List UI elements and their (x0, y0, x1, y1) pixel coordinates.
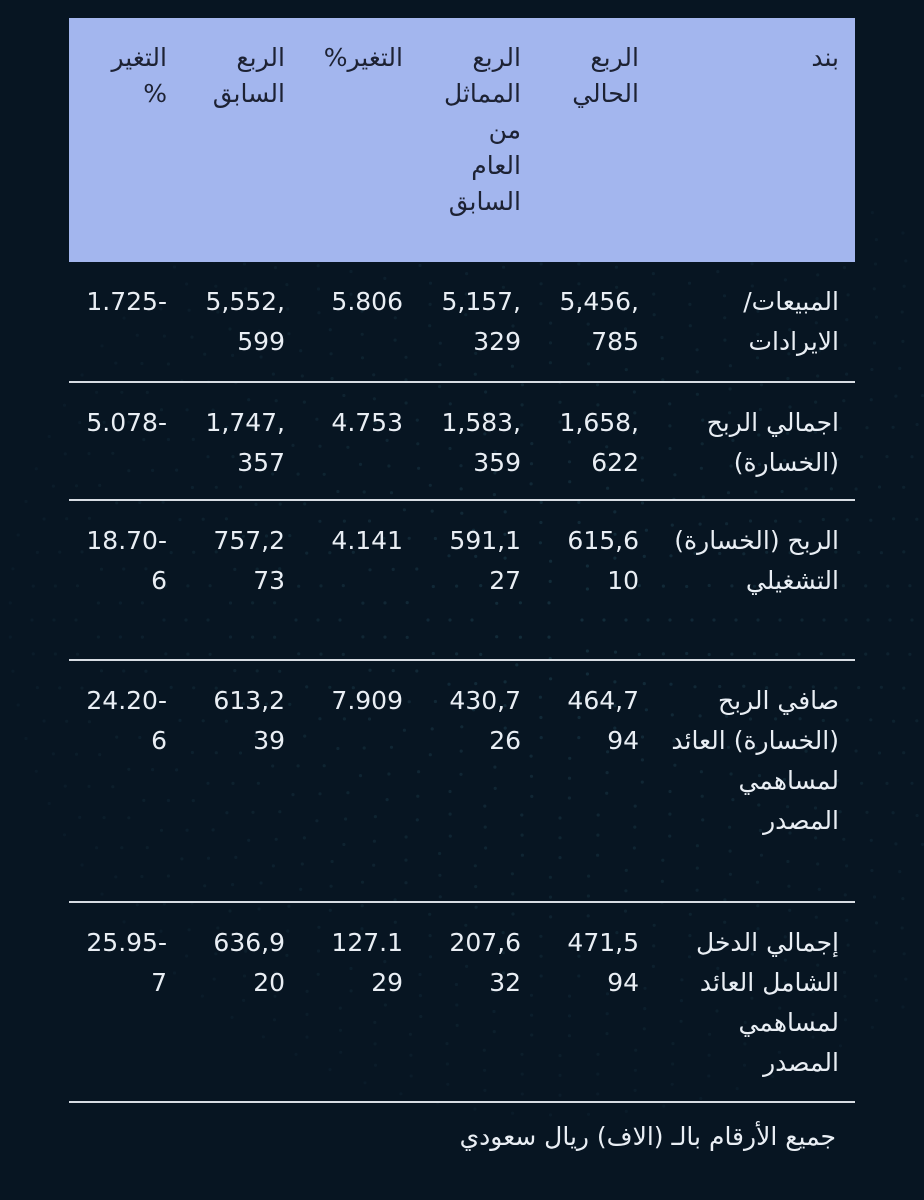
header-change-percent-previous: التغير % (111, 43, 167, 108)
cell-current: 615,610 (537, 500, 655, 660)
cell-previous: 1,747,357 (183, 382, 301, 500)
table-row (69, 262, 855, 382)
cell-change-previous: -1.725 (69, 262, 183, 382)
table-row (69, 660, 855, 902)
header-previous-quarter: الربع السابق (212, 43, 285, 108)
cell-current: 5,456,785 (537, 262, 655, 382)
currency-footnote: جميع الأرقام بالـ (الاف) ريال سعودي (459, 1122, 836, 1151)
financial-results-table (69, 18, 855, 1103)
header-same-quarter-last-year: الربع المماثل من العام السابق (444, 43, 521, 216)
cell-change: 7.909 (301, 660, 419, 902)
cell-change-previous: -5.078 (69, 382, 183, 500)
header-current-quarter: الربع الحالي (572, 43, 639, 108)
row-label: إجمالي الدخل الشامل العائد لمساهمي المصدر (655, 902, 855, 1102)
cell-same-last-year: 430,726 (419, 660, 537, 902)
cell-change: 4.753 (301, 382, 419, 500)
row-label: المبيعات/ الايرادات (655, 262, 855, 382)
cell-previous: 613,239 (183, 660, 301, 902)
header-item: بند (811, 43, 839, 72)
cell-same-last-year: 1,583,359 (419, 382, 537, 500)
cell-change: 5.806 (301, 262, 419, 382)
cell-previous: 636,920 (183, 902, 301, 1102)
cell-change: 4.141 (301, 500, 419, 660)
cell-current: 1,658,622 (537, 382, 655, 500)
cell-same-last-year: 5,157,329 (419, 262, 537, 382)
row-label: الربح (الخسارة) التشغيلي (655, 500, 855, 660)
cell-same-last-year: 207,632 (419, 902, 537, 1102)
header-change-percent: التغير% (323, 43, 403, 72)
cell-same-last-year: 591,127 (419, 500, 537, 660)
row-label: صافي الربح (الخسارة) العائد لمساهمي المصدر (655, 660, 855, 902)
financial-table-container (69, 18, 855, 1103)
table-row (69, 382, 855, 500)
table-header-row (69, 18, 855, 262)
cell-previous: 5,552,599 (183, 262, 301, 382)
cell-current: 471,594 (537, 902, 655, 1102)
cell-change: 127.129 (301, 902, 419, 1102)
cell-current: 464,794 (537, 660, 655, 902)
table-row (69, 902, 855, 1102)
cell-previous: 757,273 (183, 500, 301, 660)
cell-change-previous: -25.957 (69, 902, 183, 1102)
row-label: اجمالي الربح (الخسارة) (655, 382, 855, 500)
cell-change-previous: -24.206 (69, 660, 183, 902)
cell-change-previous: -18.706 (69, 500, 183, 660)
table-row (69, 500, 855, 660)
